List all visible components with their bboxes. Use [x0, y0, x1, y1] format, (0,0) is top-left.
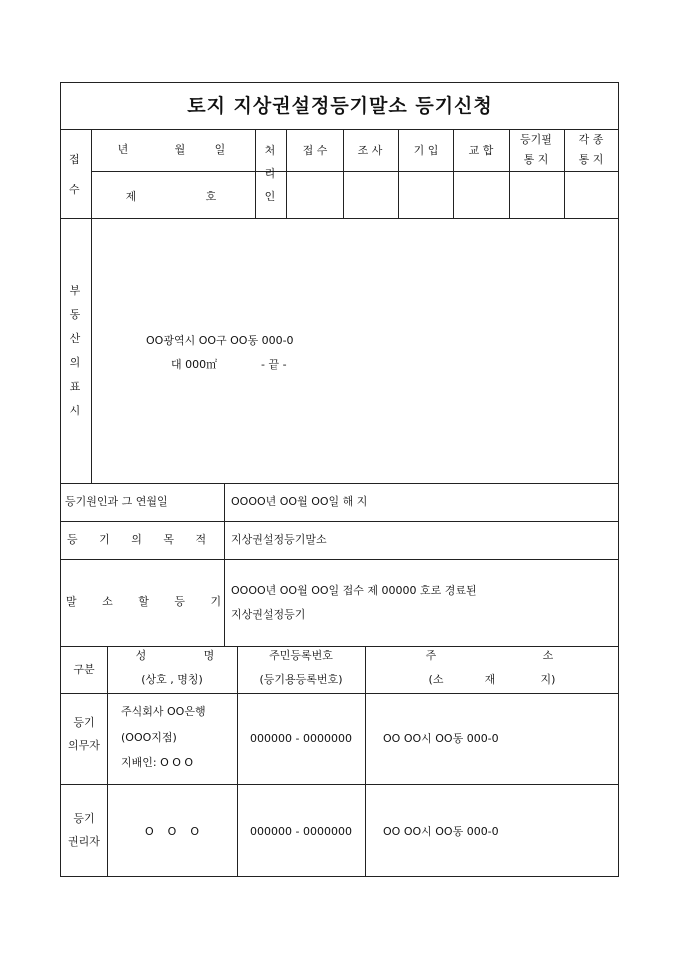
rule — [91, 171, 618, 172]
header-name-1: 성 — [135, 649, 147, 662]
rule — [61, 646, 618, 647]
header-reg-no: 주민등록번호 — [269, 649, 333, 662]
header-reg-no-sub: (등기용등록번호) — [259, 673, 343, 686]
number-prefix: 제 — [125, 190, 137, 203]
header-address-sub-1: (소 — [428, 673, 444, 686]
notice-various-2: 통 지 — [578, 153, 604, 166]
form-title: 토지 지상권설정등기말소 등기신청 — [187, 95, 493, 117]
date-year-label: 년 — [117, 143, 129, 156]
cause-value: OOOO년 OO월 OO일 해 지 — [231, 495, 368, 508]
end-mark: - 끝 - — [261, 358, 287, 371]
rule — [61, 218, 618, 219]
cancel-line-2: 지상권설정등기 — [231, 608, 306, 621]
rule — [107, 646, 108, 877]
property-label-char: 산 — [69, 332, 81, 345]
obligor-reg-no: 000000 - 0000000 — [250, 732, 352, 745]
notice-complete-1: 등기필 — [520, 133, 552, 146]
rule — [365, 646, 366, 877]
rule — [61, 693, 618, 694]
notice-complete-2: 통 지 — [523, 153, 549, 166]
right-holder-name: O O O — [145, 825, 199, 838]
step-receipt: 접 수 — [302, 144, 328, 157]
date-day-label: 일 — [214, 143, 226, 156]
header-division: 구분 — [73, 663, 95, 676]
right-holder-label-1: 등기 — [73, 812, 95, 825]
property-address: OO광역시 OO구 OO동 000-0 — [146, 334, 294, 347]
rule — [398, 129, 399, 218]
header-name-sub: (상호 , 명칭) — [141, 673, 203, 686]
processor-label-1: 처 — [264, 144, 276, 157]
cancel-label: 말 소 할 등 기 — [66, 595, 233, 608]
registration-form — [60, 82, 619, 877]
notice-various-1: 각 종 — [578, 133, 604, 146]
rule — [564, 129, 565, 218]
header-address-sub-2: 재 — [484, 673, 496, 686]
rule — [453, 129, 454, 218]
reception-label-2: 수 — [69, 183, 80, 196]
rule — [343, 129, 344, 218]
purpose-value: 지상권설정등기말소 — [231, 533, 327, 546]
reception-label-1: 접 — [69, 153, 80, 166]
rule — [61, 559, 618, 560]
property-label-char: 시 — [69, 404, 81, 417]
purpose-label: 등 기 의 목 적 — [67, 533, 216, 546]
property-label-char: 부 — [69, 284, 81, 297]
rule — [509, 129, 510, 218]
cause-label: 등기원인과 그 연월일 — [65, 495, 168, 508]
date-month-label: 월 — [174, 143, 186, 156]
obligor-label-1: 등기 — [73, 716, 95, 729]
rule — [61, 129, 618, 130]
right-holder-address: OO OO시 OO동 000-0 — [383, 825, 499, 838]
rule — [255, 129, 256, 218]
obligor-label-2: 의무자 — [68, 739, 100, 752]
step-entry: 기 입 — [413, 144, 439, 157]
step-review: 조 사 — [357, 144, 383, 157]
header-address-sub-3: 지) — [540, 673, 556, 686]
right-holder-reg-no: 000000 - 0000000 — [250, 825, 352, 838]
step-check: 교 합 — [468, 144, 494, 157]
obligor-address: OO OO시 OO동 000-0 — [383, 732, 499, 745]
header-address-1: 주 — [425, 649, 437, 662]
cancel-line-1: OOOO년 OO월 OO일 접수 제 00000 호로 경료된 — [231, 584, 477, 597]
property-label-char: 표 — [69, 380, 81, 393]
obligor-name-3: 지배인: O O O — [121, 756, 194, 769]
header-address-2: 소 — [542, 649, 554, 662]
rule — [224, 483, 225, 646]
header-name-2: 명 — [203, 649, 215, 662]
rule — [286, 129, 287, 218]
property-label-char: 동 — [69, 308, 81, 321]
property-land: 대 000㎡ — [171, 358, 218, 371]
rule — [237, 646, 238, 877]
rule — [61, 784, 618, 785]
rule — [61, 483, 618, 484]
rule — [61, 521, 618, 522]
property-label — [65, 279, 85, 423]
obligor-name-1: 주식회사 OO은행 — [121, 705, 206, 718]
processor-label-3: 인 — [264, 190, 276, 203]
obligor-name-2: (OOO지점) — [121, 731, 177, 744]
property-label-char: 의 — [69, 356, 81, 369]
number-suffix: 호 — [205, 190, 217, 203]
right-holder-label-2: 권리자 — [68, 835, 100, 848]
processor-label-2: 리 — [264, 167, 276, 180]
rule — [91, 129, 92, 483]
